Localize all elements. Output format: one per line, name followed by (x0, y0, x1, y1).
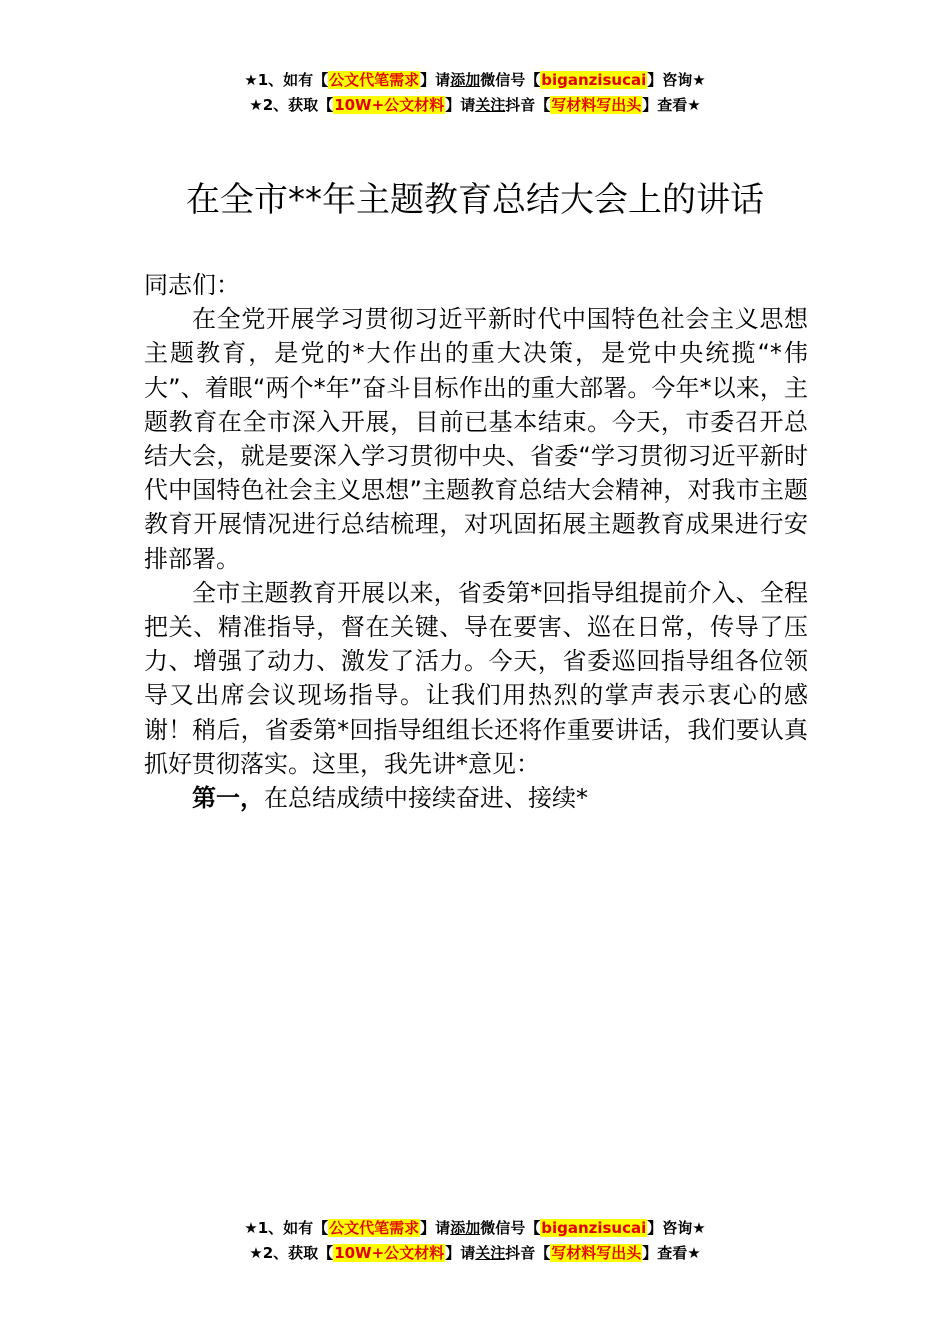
ad-highlight: 写材料写出头 (551, 96, 642, 114)
ad-highlight: 10W+公文材料 (334, 1244, 445, 1262)
ad-emphasis: 添加 (450, 71, 481, 89)
ad-line-1 (0, 1216, 950, 1241)
document-body (144, 268, 808, 815)
ad-text: 抖音【 (505, 1244, 551, 1262)
ad-highlight: 写材料写出头 (551, 1244, 642, 1262)
ad-text: 】请 (445, 96, 476, 114)
ad-text: 】请 (445, 1244, 476, 1262)
ad-text: ★1、如有【 (244, 71, 329, 89)
ad-text: ★2、获取【 (249, 96, 334, 114)
point-lead: 第一， (192, 784, 264, 813)
ad-text: 微信号【 (480, 1219, 541, 1237)
ad-emphasis: 关注 (475, 1244, 506, 1262)
ad-highlight: 公文代笔需求 (329, 71, 420, 89)
point-text: 在总结成绩中接续奋进、接续* (264, 784, 588, 813)
salutation: 同志们： (144, 271, 240, 299)
ad-text: 】查看★ (642, 1244, 701, 1262)
ad-highlight: 10W+公文材料 (334, 96, 445, 114)
ad-text: 】咨询★ (647, 1219, 706, 1237)
ad-line-1 (0, 68, 950, 93)
ad-text: ★2、获取【 (249, 1244, 334, 1262)
ad-highlight: biganzisucai (541, 71, 647, 89)
ad-highlight: 公文代笔需求 (329, 1219, 420, 1237)
ad-line-2 (0, 1241, 950, 1266)
ad-banner-bottom (0, 1216, 950, 1266)
paragraph-1: 在全党开展学习贯彻习近平新时代中国特色社会主义思想主题教育，是党的*大作出的重大决策，是党中央统揽“*伟大”、着眼“两个*年”奋斗目标作出的重大部署。今年*以来，主题教育在全市深入开展，目前已基本结束。今天，市委召开总结大会，就是要深入学习贯彻中央、省委“学习贯彻习近平新时代中国特色社会主义思想”主题教育总结大会精神，对我市主题教育开展情况进行总结梳理，对巩固拓展主题教育成果进行安排部署。 (144, 305, 808, 573)
ad-banner-top (0, 68, 950, 118)
ad-emphasis: 添加 (450, 1219, 481, 1237)
ad-text: 微信号【 (480, 71, 541, 89)
ad-text: 抖音【 (505, 96, 551, 114)
ad-highlight: biganzisucai (541, 1219, 647, 1237)
paragraph-2: 全市主题教育开展以来，省委第*回指导组提前介入、全程把关、精准指导，督在关键、导在要害、巡在日常，传导了压力、增强了动力、激发了活力。今天，省委巡回指导组各位领导又出席会议现场指导。让我们用热烈的掌声表示衷心的感谢！稍后，省委第*回指导组组长还将作重要讲话，我们要认真抓好贯彻落实。这里，我先讲*意见： (144, 578, 808, 778)
document-title: 在全市**年主题教育总结大会上的讲话 (186, 180, 764, 220)
paragraph-point-1 (144, 781, 808, 815)
ad-line-2 (0, 93, 950, 118)
ad-emphasis: 关注 (475, 96, 506, 114)
ad-text: 】请 (420, 71, 451, 89)
ad-text: 】咨询★ (647, 71, 706, 89)
ad-text: 】请 (420, 1219, 451, 1237)
ad-text: 】查看★ (642, 96, 701, 114)
ad-text: ★1、如有【 (244, 1219, 329, 1237)
